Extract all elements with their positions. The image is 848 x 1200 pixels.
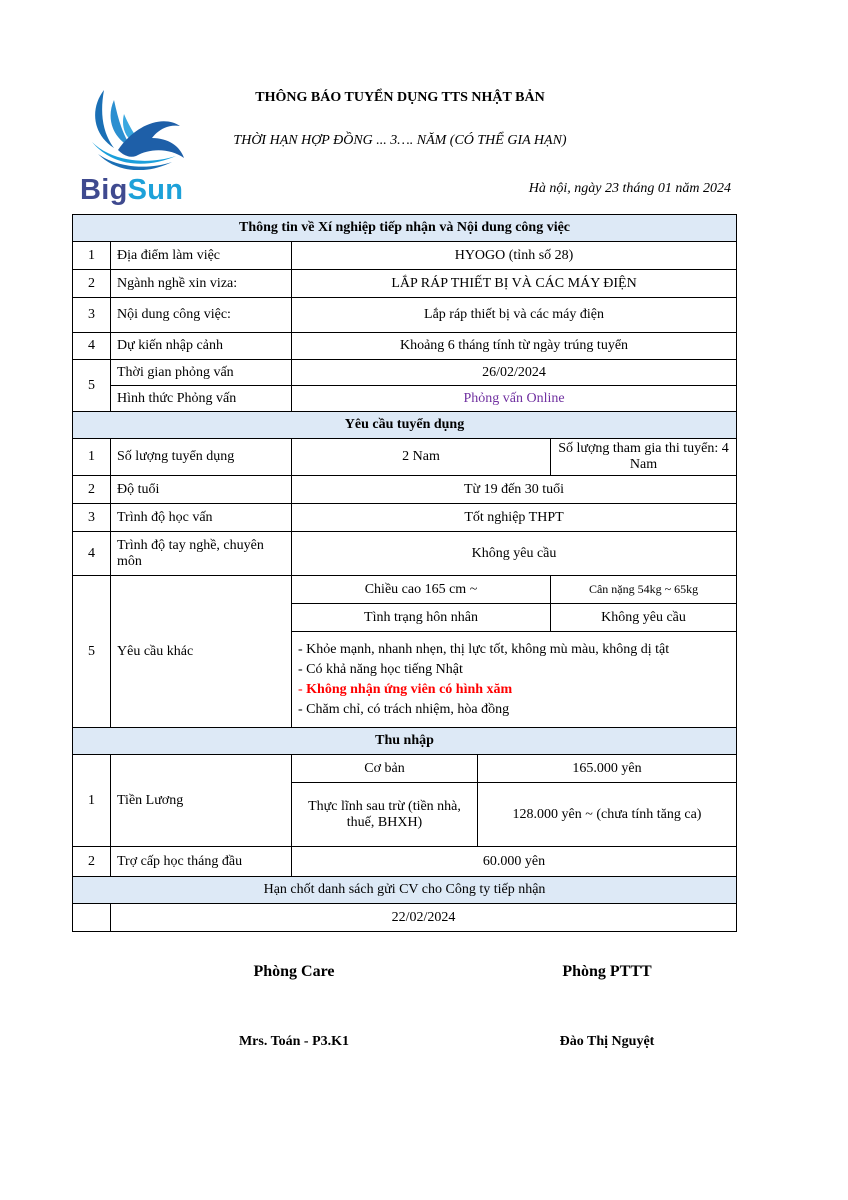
list-item xyxy=(298,680,730,700)
weight-requirement: Cân nặng 54kg ~ 65kg xyxy=(551,576,737,604)
row-number: 2 xyxy=(73,270,111,298)
row-number: 5 xyxy=(73,360,111,412)
row-label: Trình độ tay nghề, chuyên môn xyxy=(111,532,292,576)
recruitment-table xyxy=(72,214,737,932)
row-number: 4 xyxy=(73,532,111,576)
right-signature-title: Phòng PTTT xyxy=(562,963,652,980)
list-item: - Có khả năng học tiếng Nhật xyxy=(298,661,463,677)
row-number: 5 xyxy=(73,576,111,728)
education-value: Tốt nghiệp THPT xyxy=(292,504,737,532)
row-label: Độ tuổi xyxy=(111,476,292,504)
row-number: 1 xyxy=(73,242,111,270)
interview-date-value: 26/02/2024 xyxy=(292,360,737,386)
row-number: 1 xyxy=(73,755,111,847)
row-number: 3 xyxy=(73,504,111,532)
row-label: Thời gian phỏng vấn xyxy=(111,360,292,386)
row-label: Trình độ học vấn xyxy=(111,504,292,532)
first-month-allowance-value: 60.000 yên xyxy=(292,847,737,877)
row-number: 3 xyxy=(73,298,111,333)
row-label: Nội dung công việc: xyxy=(111,298,292,333)
section-deadline-header: Hạn chốt danh sách gửi CV cho Công ty tiếp nhận xyxy=(73,877,737,904)
skill-value: Không yêu cầu xyxy=(292,532,737,576)
marital-status-label: Tình trạng hôn nhân xyxy=(292,604,551,632)
section-income-header: Thu nhập xyxy=(73,728,737,755)
row-label: Tiền Lương xyxy=(111,755,292,847)
net-salary-value: 128.000 yên ~ (chưa tính tăng ca) xyxy=(478,783,737,847)
section-company-header: Thông tin về Xí nghiệp tiếp nhận và Nội dung công việc xyxy=(73,215,737,242)
contract-term: THỜI HẠN HỢP ĐỒNG ... 3…. NĂM (CÓ THỂ GIA HẠN) xyxy=(233,133,567,148)
logo-text xyxy=(80,174,183,207)
marital-status-value: Không yêu cầu xyxy=(551,604,737,632)
document-date: Hà nội, ngày 23 tháng 01 năm 2024 xyxy=(528,181,731,196)
logo-big: Big xyxy=(80,174,128,206)
page-title: THÔNG BÁO TUYỂN DỤNG TTS NHẬT BẢN xyxy=(255,90,545,105)
row-number xyxy=(73,904,111,932)
right-signature-name: Đào Thị Nguyệt xyxy=(559,1034,655,1049)
net-salary-label: Thực lĩnh sau trừ (tiền nhà, thuế, BHXH) xyxy=(292,783,478,847)
logo-sun: Sun xyxy=(127,174,184,206)
other-requirements-list xyxy=(292,632,737,728)
no-tattoo-note: Không nhận ứng viên có hình xăm xyxy=(306,681,513,697)
exam-quantity-value: Số lượng tham gia thi tuyển: 4 Nam xyxy=(551,439,737,476)
list-bullet: - xyxy=(298,681,307,697)
row-label: Trợ cấp học tháng đầu xyxy=(111,847,292,877)
row-number: 2 xyxy=(73,476,111,504)
base-salary-value: 165.000 yên xyxy=(478,755,737,783)
list-item: - Chăm chỉ, có trách nhiệm, hòa đồng xyxy=(298,701,510,717)
row-label: Hình thức Phỏng vấn xyxy=(111,386,292,412)
left-signature-title: Phòng Care xyxy=(253,963,335,980)
age-value: Từ 19 đến 30 tuổi xyxy=(292,476,737,504)
list-item: - Khỏe mạnh, nhanh nhẹn, thị lực tốt, không mù màu, không dị tật xyxy=(298,641,670,657)
row-number: 4 xyxy=(73,333,111,360)
visa-occupation-value: LẮP RÁP THIẾT BỊ VÀ CÁC MÁY ĐIỆN xyxy=(292,270,737,298)
row-label: Ngành nghề xin viza: xyxy=(111,270,292,298)
row-label: Địa điểm làm việc xyxy=(111,242,292,270)
bird-logo-icon xyxy=(84,86,188,170)
section-requirements-header: Yêu cầu tuyển dụng xyxy=(73,412,737,439)
row-label: Yêu cầu khác xyxy=(111,576,292,728)
work-location-value: HYOGO (tỉnh số 28) xyxy=(292,242,737,270)
job-content-value: Lắp ráp thiết bị và các máy điện xyxy=(292,298,737,333)
row-number: 1 xyxy=(73,439,111,476)
deadline-value: 22/02/2024 xyxy=(111,904,737,932)
row-label: Số lượng tuyển dụng xyxy=(111,439,292,476)
interview-format-value: Phỏng vấn Online xyxy=(292,386,737,412)
entry-plan-value: Khoảng 6 tháng tính từ ngày trúng tuyển xyxy=(292,333,737,360)
height-requirement: Chiều cao 165 cm ~ xyxy=(292,576,551,604)
row-number: 2 xyxy=(73,847,111,877)
base-salary-label: Cơ bản xyxy=(292,755,478,783)
row-label: Dự kiến nhập cảnh xyxy=(111,333,292,360)
recruit-quantity-value: 2 Nam xyxy=(292,439,551,476)
left-signature-name: Mrs. Toán - P3.K1 xyxy=(238,1034,350,1049)
